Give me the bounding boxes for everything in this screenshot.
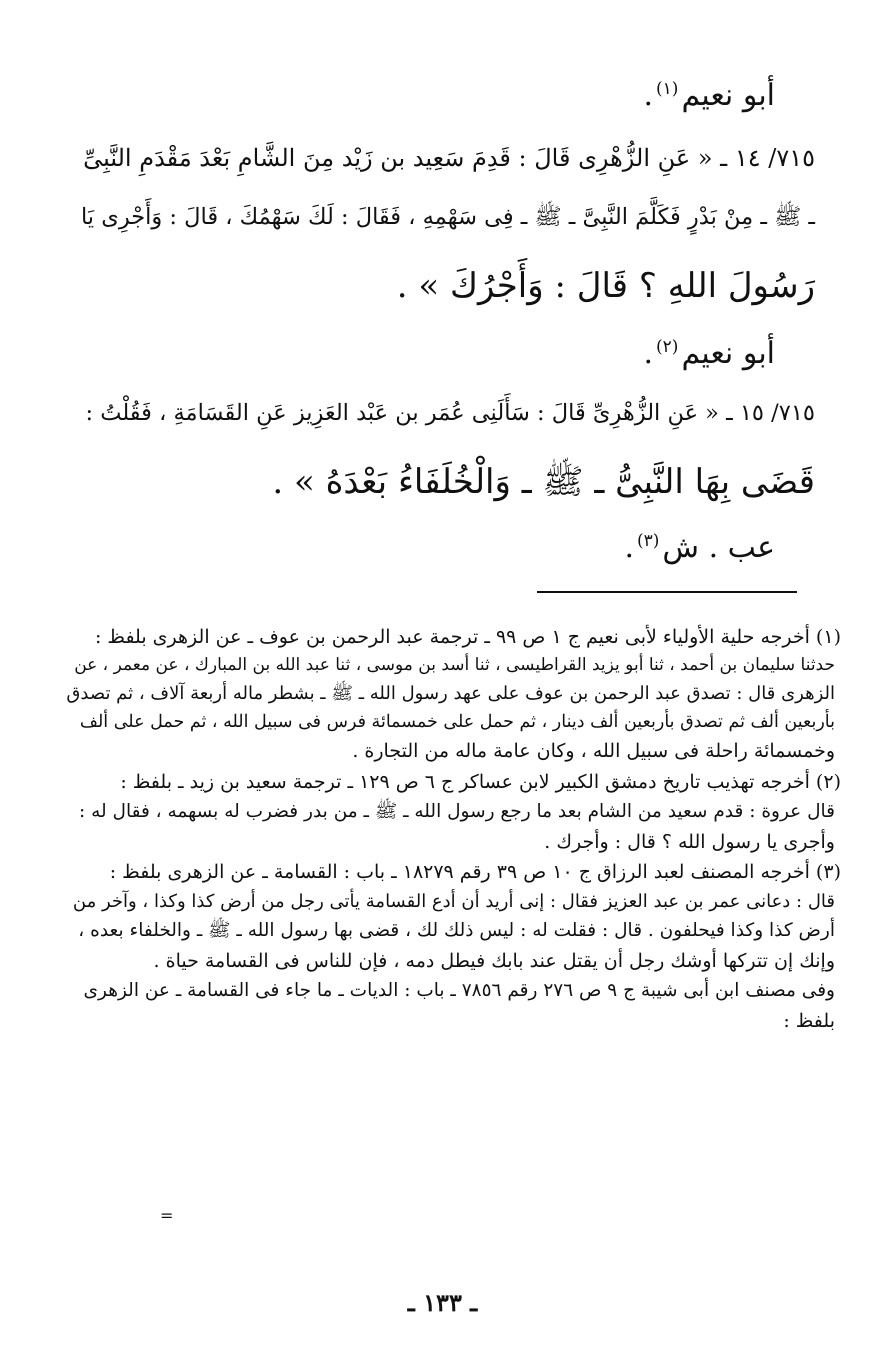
hadith-line: ـ ﷺ ـ مِنْ بَدْرٍ فَكَلَّمَ النَّبِىَّ ـ ﷺ ـ فِى سَهْمِهِ ، فَقَالَ : لَكَ سَهْمُكَ ، قَالَ : وَأَجْرِى يَا — [80, 204, 815, 230]
footnote-line: بأربعين ألف ثم تصدق بأربعين ألف دينار ، ثم حمل على خمسمائة فرس فى سبيل الله ، ثم حمل على ألف — [79, 712, 835, 733]
footnote-line: قال عروة : قدم سعيد من الشام بعد ما رجع رسول الله ـ ﷺ ـ من بدر فضرب له بسهمه ، فقال له : — [78, 801, 835, 823]
footnote-3 — [70, 857, 841, 1036]
footnote-line: أرض كذا وكذا فيحلفون . قال : فقلت له : ليس ذلك لك ، قضى بها رسول الله ـ ﷺ ـ والخلفاء بعده ، — [78, 920, 835, 942]
footnote-2 — [70, 767, 841, 857]
hadith-line: ٧١٥/ ١٤ ـ « عَنِ الزُّهْرِى قَالَ : قَدِمَ سَعِيد بن زَيْد مِنَ الشَّامِ بَعْدَ مَقْدَمِ النَّبِىِّ — [83, 144, 815, 172]
footnote-ref: (١) — [656, 79, 679, 99]
footnote-line: بلفظ : — [783, 1009, 835, 1032]
punctuation: . — [643, 336, 654, 371]
attribution-line — [70, 530, 775, 582]
attribution-line — [70, 336, 775, 400]
footnote-line: (٢) أخرجه تهذيب تاريخ دمشق الكبير لابن عساكر ج ٦ ص ١٢٩ ـ ترجمة سعيد بن زيد ـ بلفظ : — [120, 770, 841, 793]
attribution-text: أبو نعيم — [681, 78, 775, 113]
footnote-line: وخمسمائة راحلة فى سبيل الله ، وكان عامة ماله من التجارة . — [352, 740, 835, 763]
footnote-line: قال : دعانى عمر بن عبد العزيز فقال : إنى أريد أن أدع القسامة يأتى رجل من أرض كذا وكذا ، وآخر من — [72, 890, 835, 912]
attribution-text: أبو نعيم — [681, 336, 775, 371]
continuation-mark: = — [160, 1206, 174, 1225]
punctuation: . — [643, 78, 654, 113]
footnote-line: حدثنا سليمان بن أحمد ، ثنا أبو يزيد القراطيسى ، ثنا أسد بن موسى ، ثنا عبد الله بن المبارك ، عن معمر ، عن — [74, 655, 835, 676]
footnote-separator — [537, 591, 797, 593]
attribution-text: عب . ش — [662, 530, 775, 565]
footnote-line: وفى مصنف ابن أبى شيبة ج ٩ ص ٢٧٦ رقم ٧٨٥٦ ـ باب : الديات ـ ما جاء فى القسامة ـ عن الزهرى — [83, 980, 835, 1002]
footnote-1 — [66, 622, 841, 767]
hadith-line: ٧١٥/ ١٥ ـ « عَنِ الزُّهْرِىِّ قَالَ : سَأَلَنِى عُمَر بن عَبْد العَزِيز عَنِ القَسَامَةِ ، فَقُلْتُ : — [85, 400, 815, 426]
main-text — [70, 78, 815, 582]
footnote-ref: (٣) — [636, 531, 660, 551]
footnote-line: وإنك إن تتركها أوشك رجل أن يقتل عند بابك فيطل دمه ، فإن للناس فى القسامة حياة . — [153, 949, 835, 972]
footnote-line: (١) أخرجه حلية الأولياء لأبى نعيم ج ١ ص ٩٩ ـ ترجمة عبد الرحمن بن عوف ـ عن الزهرى بلفظ : — [94, 626, 841, 648]
footnote-line: الزهرى قال : تصدق عبد الرحمن بن عوف على عهد رسول الله ـ ﷺ ـ بشطر ماله أربعة آلاف ، ثم تصدق — [66, 682, 835, 704]
hadith-line: رَسُولَ اللهِ ؟ قَالَ : وَأَجْرُكَ » . — [396, 266, 815, 306]
hadith-line: قَضَى بِهَا النَّبِىُّ ـ ﷺ ـ وَالْخُلَفَاءُ بَعْدَهُ » . — [272, 462, 815, 502]
footnotes — [66, 622, 841, 1036]
footnote-ref: (٢) — [656, 337, 679, 357]
attribution-line — [70, 78, 775, 136]
punctuation: . — [624, 530, 634, 565]
footnote-line: وأجرى يا رسول الله ؟ قال : وأجرك . — [544, 830, 835, 853]
footnote-line: (٣) أخرجه المصنف لعبد الرزاق ج ١٠ ص ٣٩ رقم ١٨٢٧٩ ـ باب : القسامة ـ عن الزهرى بلفظ : — [109, 861, 841, 884]
page-number: ـ ١٣٣ ـ — [407, 1288, 478, 1317]
